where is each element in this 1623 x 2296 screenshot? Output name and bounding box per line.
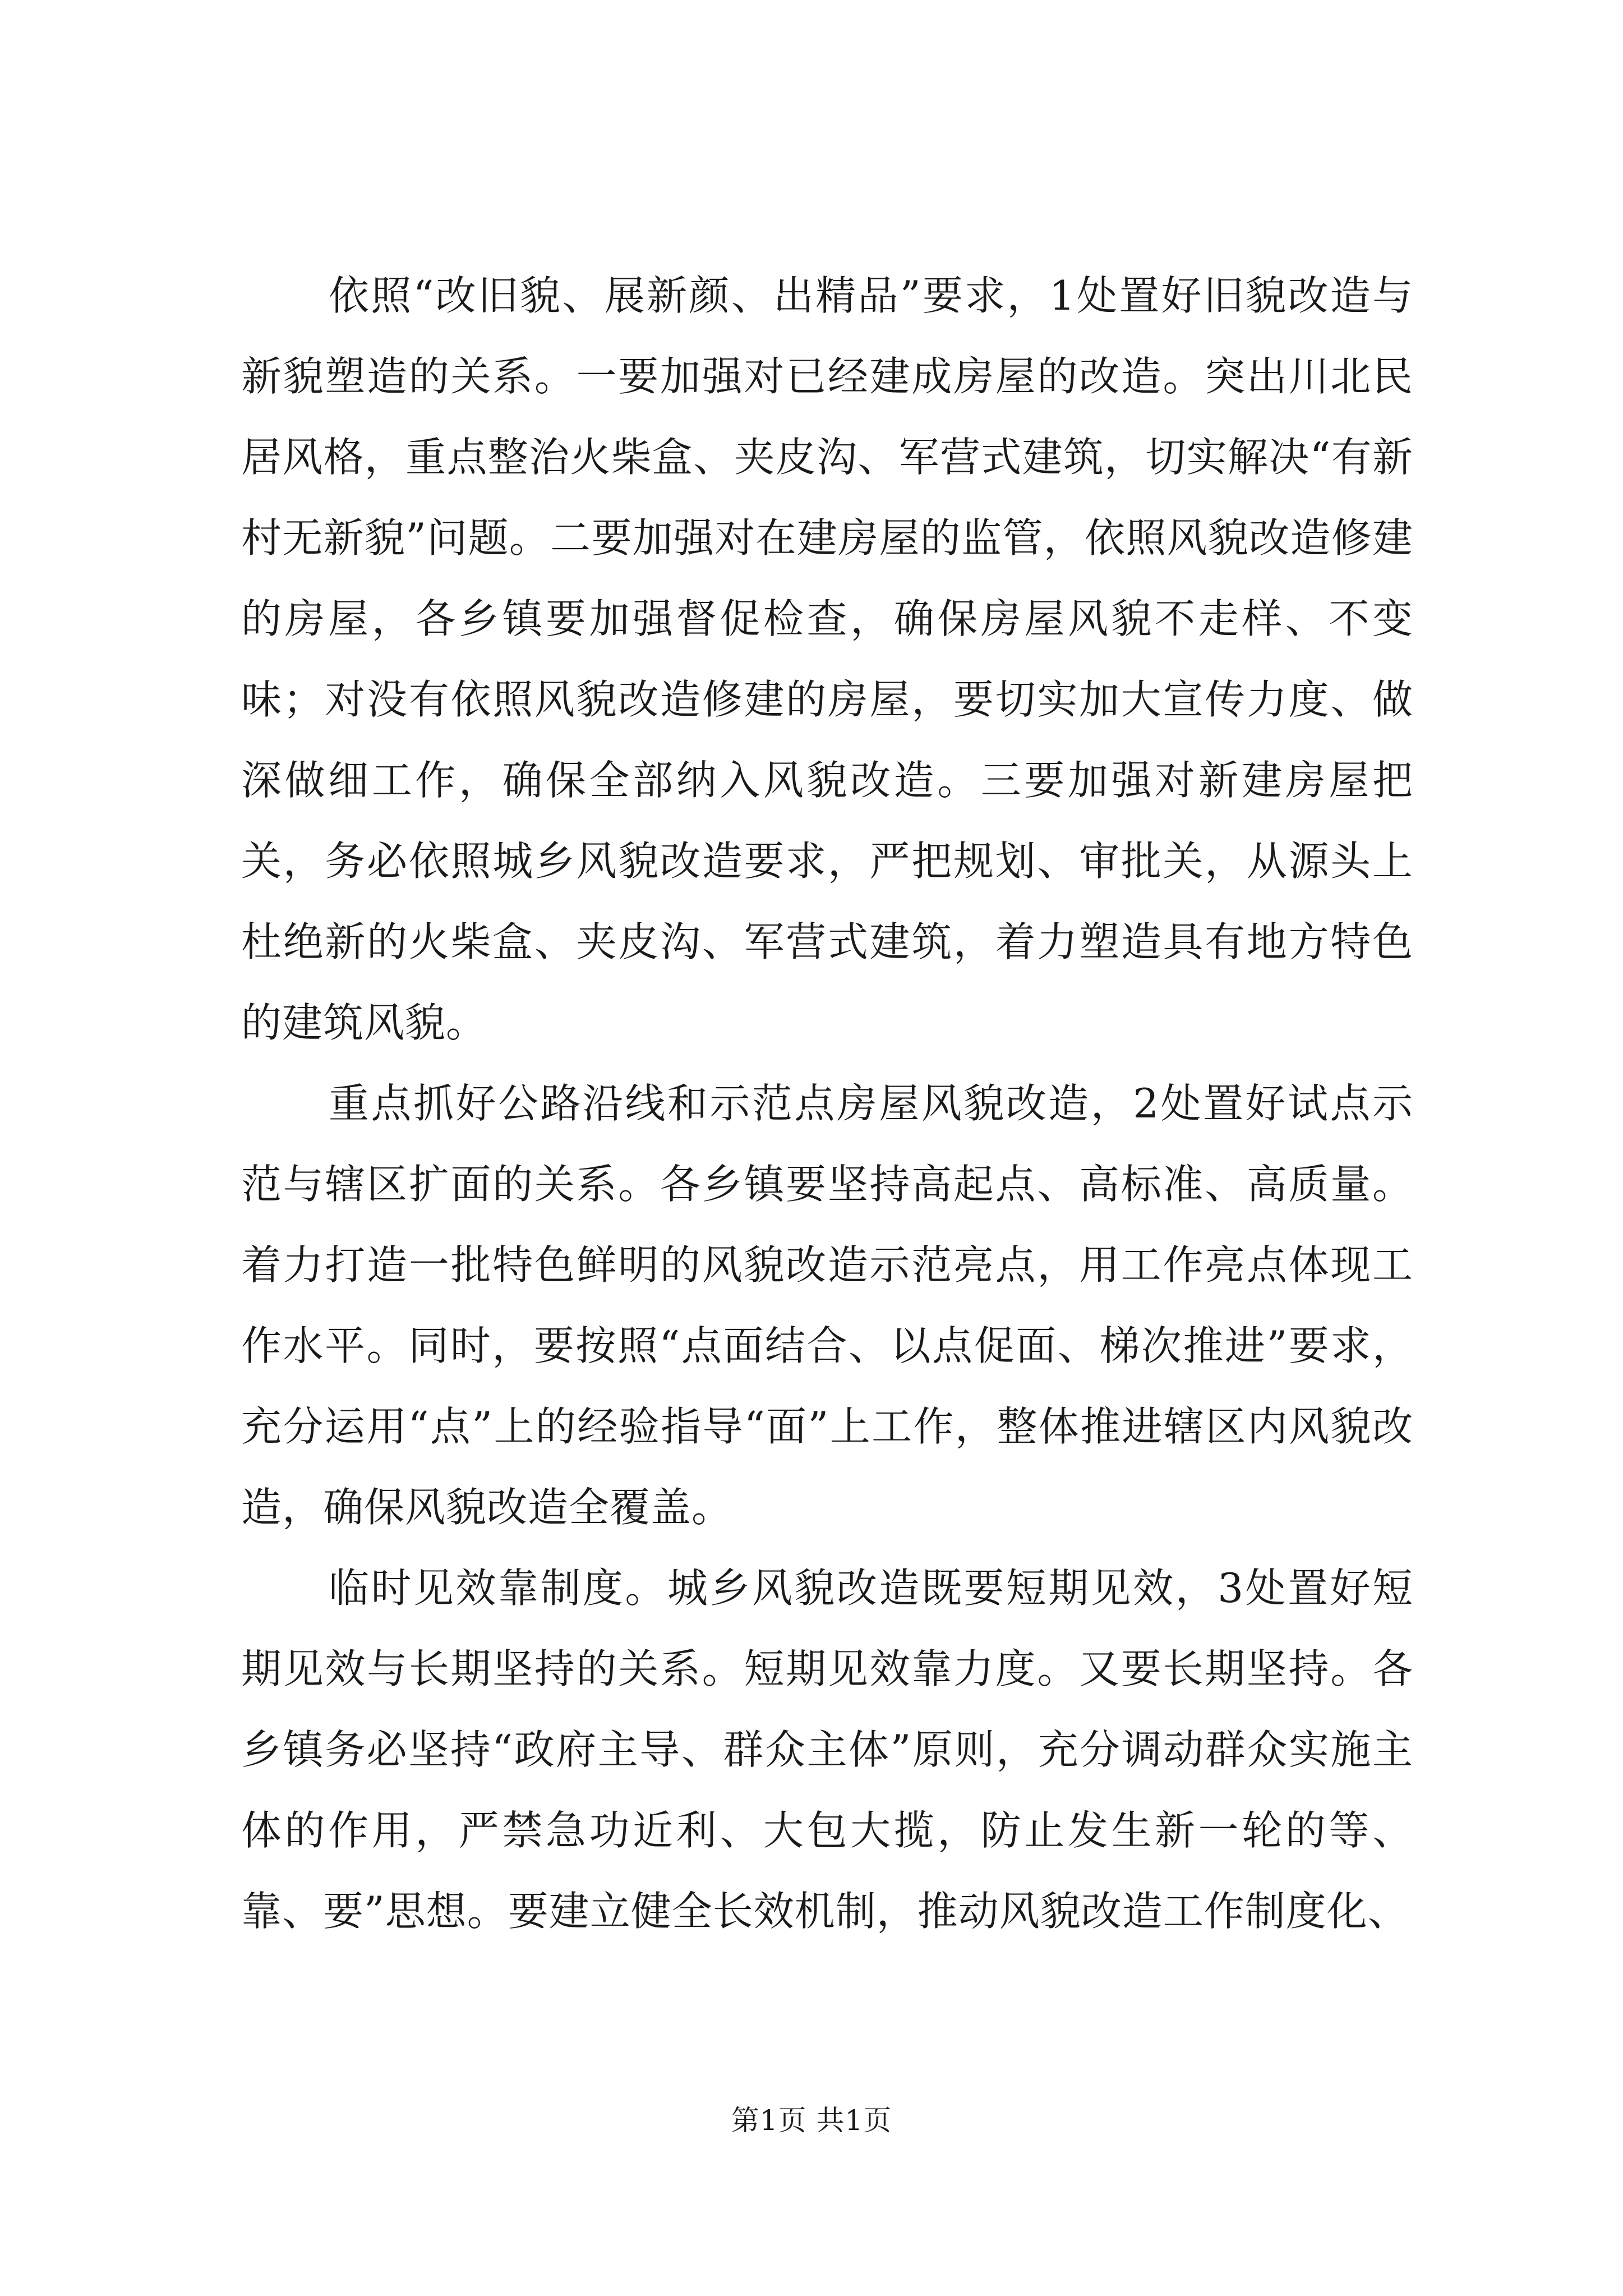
document-body bbox=[241, 255, 1413, 1952]
paragraph-2: 重点抓好公路沿线和示范点房屋风貌改造，2处置好试点示范与辖区扩面的关系。各乡镇要坚持高起点、高标准、高质量。着力打造一批特色鲜明的风貌改造示范亮点，用工作亮点体现工作水平。同时，要按照“点面结合、以点促面、梯次推进”要求，充分运用“点”上的经验指导“面”上工作，整体推进辖区内风貌改造，确保风貌改造全覆盖。 bbox=[241, 1080, 1413, 1531]
paragraph-1: 依照“改旧貌、展新颜、出精品”要求，1处置好旧貌改造与新貌塑造的关系。一要加强对已经建成房屋的改造。突出川北民居风格，重点整治火柴盒、夹皮沟、军营式建筑，切实解决“有新村无新貌”问题。二要加强对在建房屋的监管，依照风貌改造修建的房屋，各乡镇要加强督促检查，确保房屋风貌不走样、不变味；对没有依照风貌改造修建的房屋，要切实加大宣传力度、做深做细工作，确保全部纳入风貌改造。三要加强对新建房屋把关，务必依照城乡风貌改造要求，严把规划、审批关，从源头上杜绝新的火柴盒、夹皮沟、军营式建筑，着力塑造具有地方特色的建筑风貌。 bbox=[241, 272, 1413, 1046]
page-footer: 第1页 共1页 bbox=[731, 2104, 892, 2137]
paragraph-3: 临时见效靠制度。城乡风貌改造既要短期见效，3处置好短期见效与长期坚持的关系。短期见效靠力度。又要长期坚持。各乡镇务必坚持“政府主导、群众主体”原则，充分调动群众实施主体的作用，严禁急功近利、大包大揽，防止发生新一轮的等、靠、要”思想。要建立健全长效机制，推动风貌改造工作制度化、 bbox=[241, 1565, 1413, 1935]
